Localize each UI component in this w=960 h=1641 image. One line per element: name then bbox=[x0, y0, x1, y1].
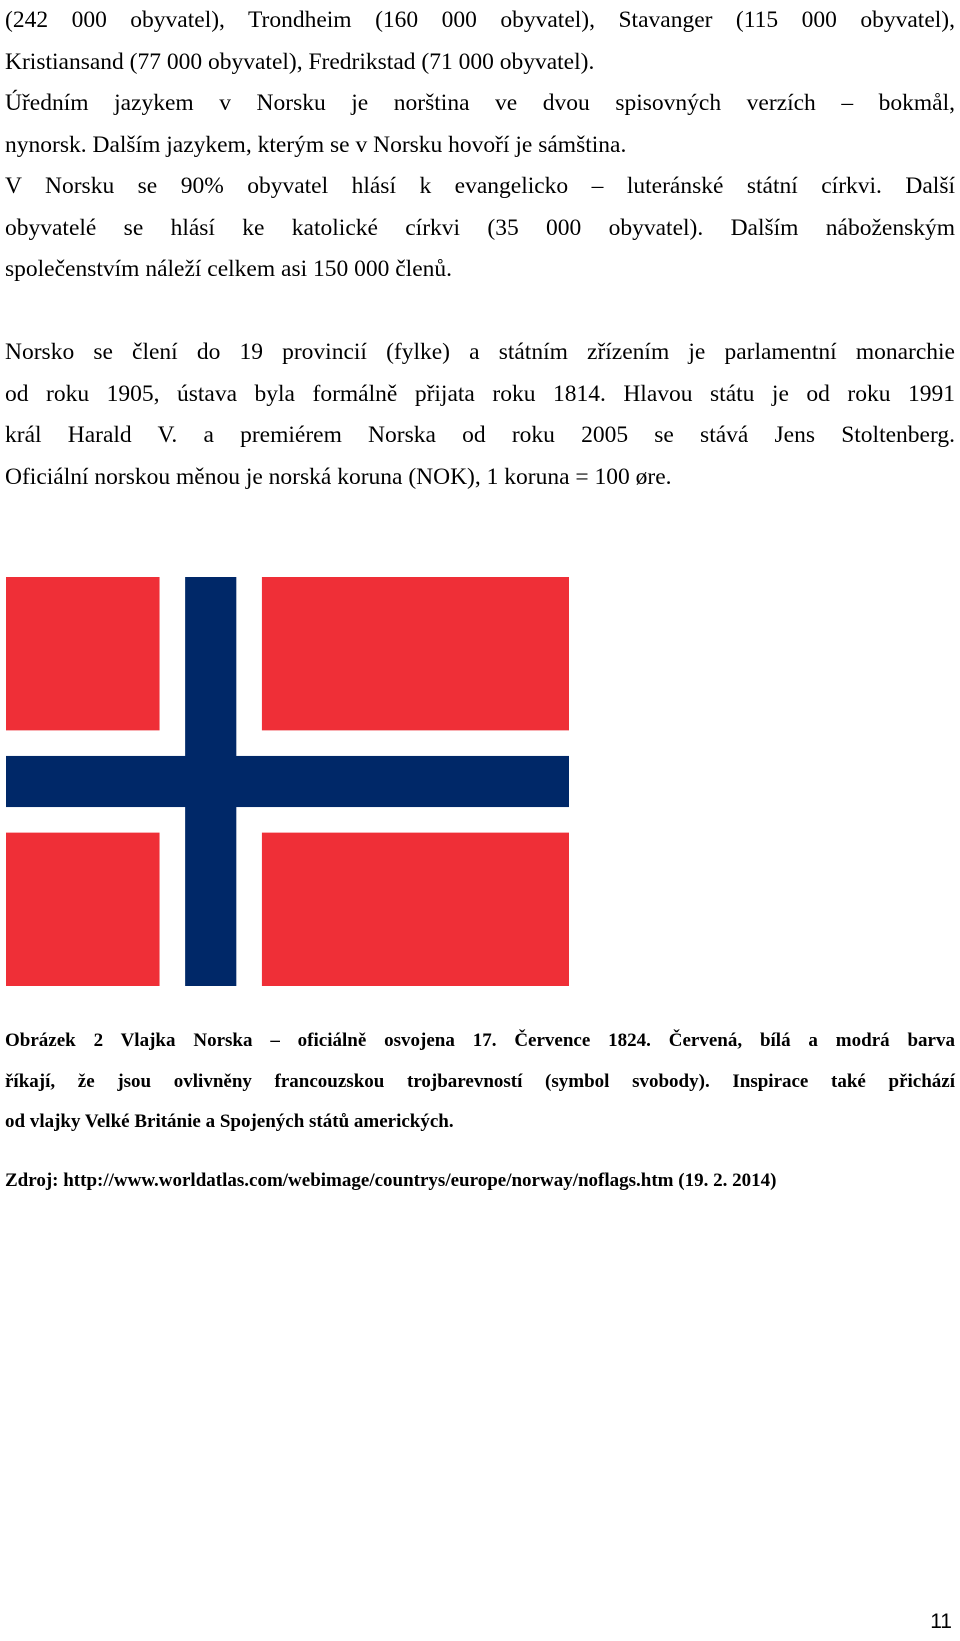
page-number: 11 bbox=[930, 1610, 952, 1633]
paragraph-cities bbox=[5, 0, 955, 83]
caption-line: Obrázek 2 Vlajka Norska – oficiálně osvojena 17. Července 1824. Červená, bílá a modrá barva bbox=[5, 1030, 955, 1051]
text-line: V Norsku se 90% obyvatel hlásí k evangelicko – luteránské státní církvi. Další bbox=[5, 173, 955, 199]
figure-source: Zdroj: http://www.worldatlas.com/webimage/countrys/europe/norway/noflags.htm (19. 2. 2014) bbox=[5, 1170, 777, 1191]
text-line: obyvatelé se hlásí ke katolické církvi (35 000 obyvatel). Dalším náboženským bbox=[5, 214, 955, 241]
text-line: Oficiální norskou měnou je norská koruna (NOK), 1 koruna = 100 øre. bbox=[5, 463, 672, 490]
paragraph-government bbox=[5, 332, 955, 498]
flag-blue-cross-horizontal bbox=[6, 756, 569, 807]
caption-line: od vlajky Velké Británie a Spojených států amerických. bbox=[5, 1111, 454, 1132]
caption-line: říkají, že jsou ovlivněny francouzskou trojbarevností (symbol svobody). Inspirace také přichází bbox=[5, 1070, 955, 1092]
text-line: Úředním jazykem v Norsku je norština ve dvou spisovných verzích – bokmål, bbox=[5, 90, 955, 116]
text-line: král Harald V. a premiérem Norska od roku 2005 se stává Jens Stoltenberg. bbox=[5, 422, 955, 448]
text-line: od roku 1905, ústava byla formálně přijata roku 1814. Hlavou státu je od roku 1991 bbox=[5, 380, 955, 407]
text-line: Kristiansand (77 000 obyvatel), Fredrikstad (71 000 obyvatel). bbox=[5, 48, 595, 75]
figure-caption bbox=[5, 1021, 955, 1143]
norway-flag-image bbox=[6, 577, 569, 986]
paragraph-language bbox=[5, 83, 955, 166]
text-line: nynorsk. Dalším jazykem, kterým se v Norsku hovoří je sámština. bbox=[5, 131, 627, 158]
text-line: společenstvím náleží celkem asi 150 000 členů. bbox=[5, 256, 453, 282]
text-line: Norsko se člení do 19 provincií (fylke) a státním zřízením je parlamentní monarchie bbox=[5, 339, 955, 365]
paragraph-religion bbox=[5, 166, 955, 291]
text-line: (242 000 obyvatel), Trondheim (160 000 obyvatel), Stavanger (115 000 obyvatel), bbox=[5, 7, 955, 33]
